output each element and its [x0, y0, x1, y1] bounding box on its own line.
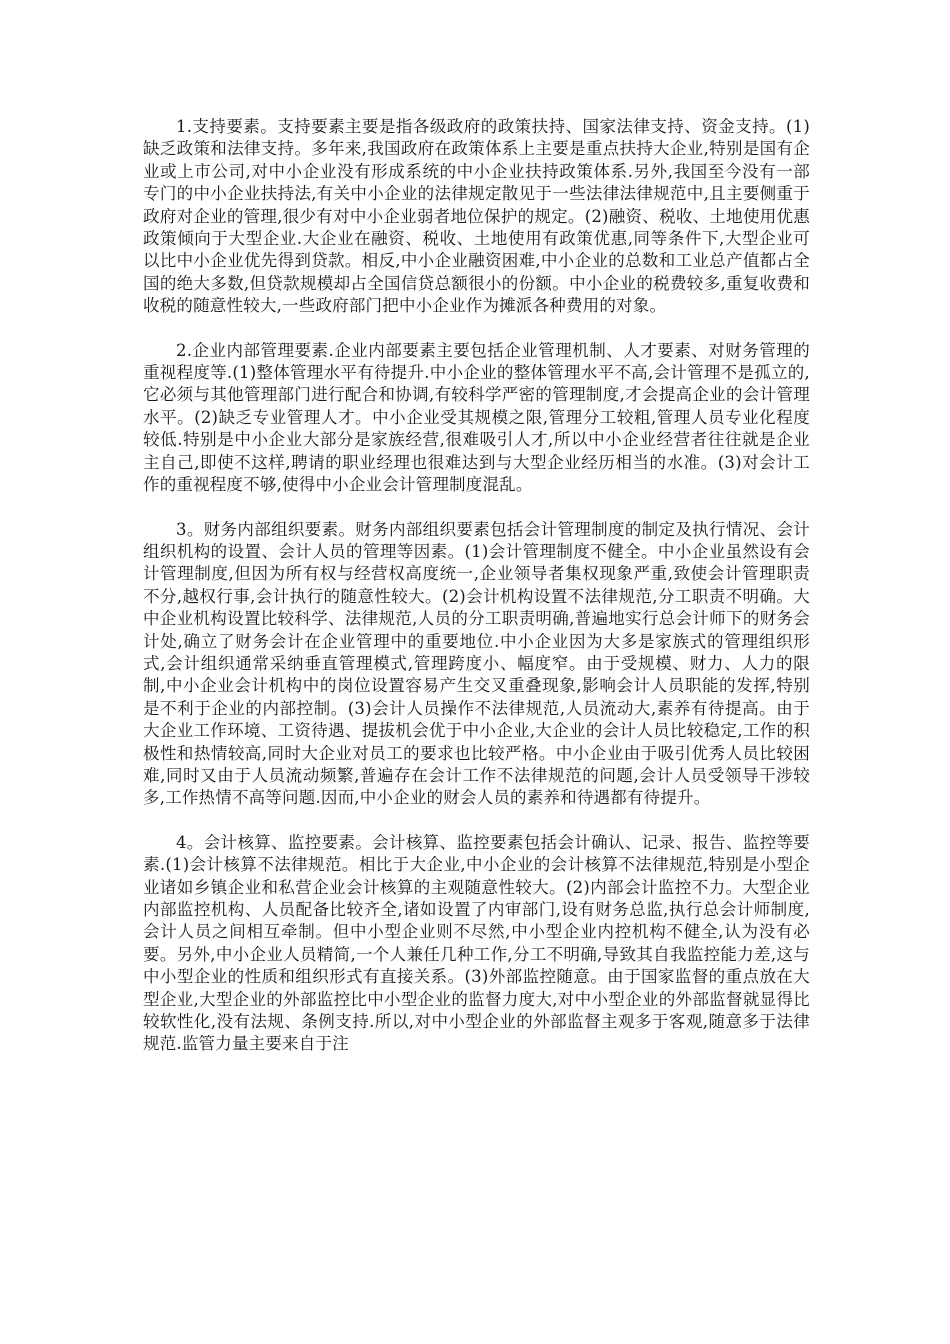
document-body — [143, 116, 810, 1078]
paragraph-financial-organization: 3。财务内部组织要素。财务内部组织要素包括会计管理制度的制定及执行情况、会计组织机构的设置、会计人员的管理等因素。(1)会计管理制度不健全。中小企业虽然设有会计管理制度,但因为所有权与经营权高度统一,企业领导者集权现象严重,致使会计管理职责不分,越权行事,会计执行的随意性较大。(2)会计机构设置不法律规范,分工职责不明确。大中企业机构设置比较科学、法律规范,人员的分工职责明确,普遍地实行总会计师下的财务会计处,确立了财务会计在企业管理中的重要地位.中小企业因为大多是家族式的管理组织形式,会计组织通常采纳垂直管理模式,管理跨度小、幅度窄。由于受规模、财力、人力的限制,中小企业会计机构中的岗位设置容易产生交叉重叠现象,影响会计人员职能的发挥,特别是不利于企业的内部控制。(3)会计人员操作不法律规范,人员流动大,素养有待提高。由于大企业工作环境、工资待遇、提拔机会优于中小企业,大企业的会计人员比较稳定,工作的积极性和热情较高,同时大企业对员工的要求也比较严格。中小企业由于吸引优秀人员比较困难,同时又由于人员流动频繁,普遍存在会计工作不法律规范的问题,会计人员受领导干涉较多,工作热情不高等问题.因而,中小企业的财会人员的素养和待遇都有待提升。 — [143, 519, 810, 808]
paragraph-accounting-monitoring: 4。会计核算、监控要素。会计核算、监控要素包括会计确认、记录、报告、监控等要素.(1)会计核算不法律规范。相比于大企业,中小企业的会计核算不法律规范,特别是小型企业诸如乡镇企业和私营企业会计核算的主观随意性较大。(2)内部会计监控不力。大型企业内部监控机构、人员配备比较齐全,诸如设置了内审部门,设有财务总监,执行总会计师制度,会计人员之间相互牵制。但中小型企业则不尽然,中小型企业内控机构不健全,认为没有必要。另外,中小企业人员精简,一个人兼任几种工作,分工不明确,导致其自我监控能力差,这与中小型企业的性质和组织形式有直接关系。(3)外部监控随意。由于国家监督的重点放在大型企业,大型企业的外部监控比中小型企业的监督力度大,对中小型企业的外部监督就显得比较软性化,没有法规、条例支持.所以,对中小型企业的外部监督主观多于客观,随意多于法律规范.监管力量主要来自于注 — [143, 832, 810, 1054]
paragraph-support-factors: 1.支持要素。支持要素主要是指各级政府的政策扶持、国家法律支持、资金支持。(1)缺乏政策和法律支持。多年来,我国政府在政策体系上主要是重点扶持大企业,特别是国有企业或上市公司,对中小企业没有形成系统的中小企业扶持政策体系.另外,我国至今没有一部专门的中小企业扶持法,有关中小企业的法律规定散见于一些法律法律规范中,且主要侧重于政府对企业的管理,很少有对中小企业弱者地位保护的规定。(2)融资、税收、土地使用优惠政策倾向于大型企业.大企业在融资、税收、土地使用有政策优惠,同等条件下,大型企业可以比中小企业优先得到贷款。相反,中小企业融资困难,中小企业的总数和工业总产值都占全国的绝大多数,但贷款规模却占全国信贷总额很小的份额。中小企业的税费较多,重复收费和收税的随意性较大,一些政府部门把中小企业作为摊派各种费用的对象。 — [143, 117, 810, 316]
paragraph-internal-management: 2.企业内部管理要素.企业内部要素主要包括企业管理机制、人才要素、对财务管理的重视程度等.(1)整体管理水平有待提升.中小企业的整体管理水平不高,会计管理不是孤立的,它必须与其他管理部门进行配合和协调,有较科学严密的管理制度,才会提高企业的会计管理水平。(2)缺乏专业管理人才。中小企业受其规模之限,管理分工较粗,管理人员专业化程度较低.特别是中小企业大部分是家族经营,很难吸引人才,所以中小企业经营者往往就是企业主自己,即使不这样,聘请的职业经理也很难达到与大型企业经历相当的水准。(3)对会计工作的重视程度不够,使得中小企业会计管理制度混乱。 — [143, 340, 810, 495]
